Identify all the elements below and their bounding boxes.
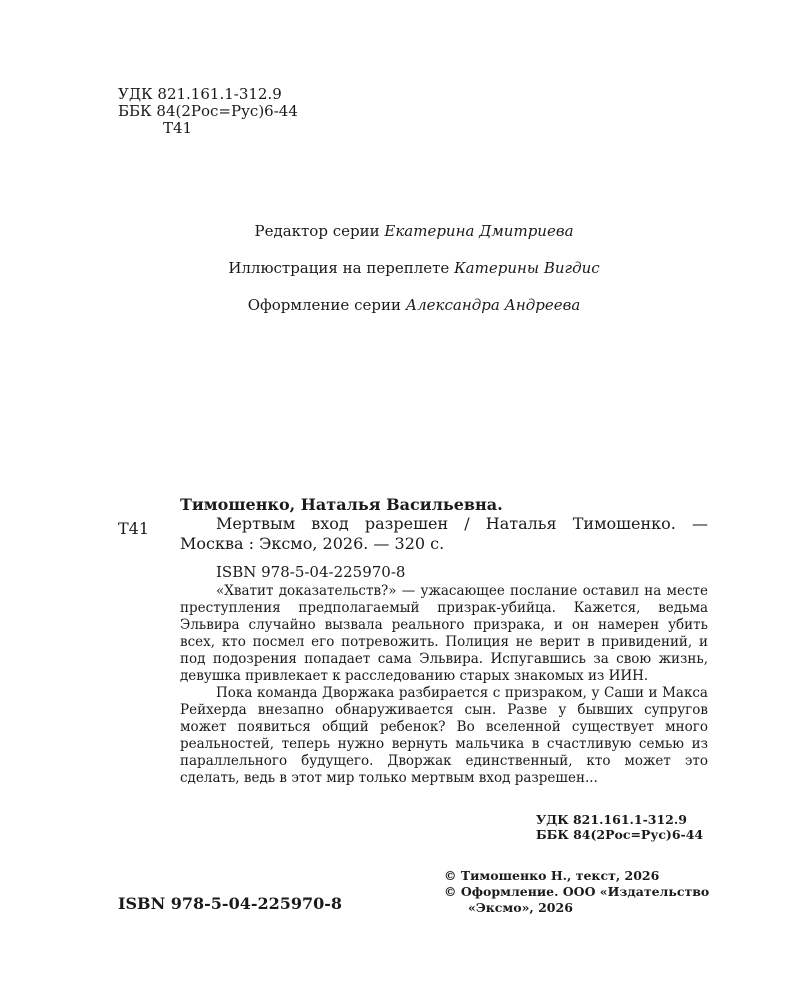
credit-cover-illustration (0, 259, 800, 277)
author-mark: Т41 (163, 119, 193, 137)
isbn-bottom: ISBN 978-5-04-225970-8 (118, 894, 343, 913)
annotation-paragraph-2: Пока команда Дворжака разбирается с призраком, у Саши и Макса Рейхерда внезапно обнаруживается сын. Разве у бывших супругов может появиться общий ребенок? Во вселенной существует много реальностей, теперь нужно вернуть мальчика в счастливую семью из параллельного будущего. Дворжак единственный, кто может это сделать, ведь в этот мир только мертвым вход разрешен... (180, 685, 708, 786)
classification-block-top (118, 86, 298, 137)
bib-author: Тимошенко, Наталья Васильевна. (180, 495, 503, 514)
bbk-code-small: ББК 84(2Рос=Рус)6-44 (536, 827, 704, 842)
credit-series-editor (0, 222, 800, 240)
bib-title-line-1: Мертвым вход разрешен / Наталья Тимошенко. — (216, 514, 708, 533)
bib-isbn: ISBN 978-5-04-225970-8 (216, 563, 406, 581)
udk-code-small: УДК 821.161.1-312.9 (536, 812, 687, 827)
credit-series-design (0, 296, 800, 314)
bbk-code: ББК 84(2Рос=Рус)6-44 (118, 102, 298, 120)
credit-name: Катерины Вигдис (454, 259, 600, 277)
copyright-design: © Оформление. ООО «Издательство (444, 884, 710, 899)
credit-name: Александра Андреева (405, 296, 581, 314)
credit-role: Редактор серии (254, 222, 380, 240)
bib-author-mark: Т41 (118, 519, 150, 538)
annotation (180, 583, 708, 787)
udk-code: УДК 821.161.1-312.9 (118, 85, 282, 103)
classification-block-small (536, 812, 703, 842)
annotation-paragraph-1: «Хватит доказательств?» — ужасающее послание оставил на месте преступления предполагаемый призрак-убийца. Кажется, ведьма Эльвира случайно вызвала реального призрака, и он намерен убить всех, кто посмел его потревожить. Полиция не верит в привидений, и под подозрения попадает сама Эльвира. Испугавшись за свою жизнь, девушка привлекает к расследованию старых знакомых из ИИН. (180, 583, 708, 684)
credit-role: Иллюстрация на переплете (228, 259, 450, 277)
credit-name: Екатерина Дмитриева (384, 222, 574, 240)
credit-role: Оформление серии (247, 296, 401, 314)
bib-title-block (180, 514, 708, 554)
bib-title-line-2: Москва : Эксмо, 2026. — 320 с. (180, 534, 445, 553)
copyright-block (444, 868, 709, 916)
copyright-text: © Тимошенко Н., текст, 2026 (444, 868, 660, 883)
copyright-design-cont: «Эксмо», 2026 (468, 900, 573, 915)
